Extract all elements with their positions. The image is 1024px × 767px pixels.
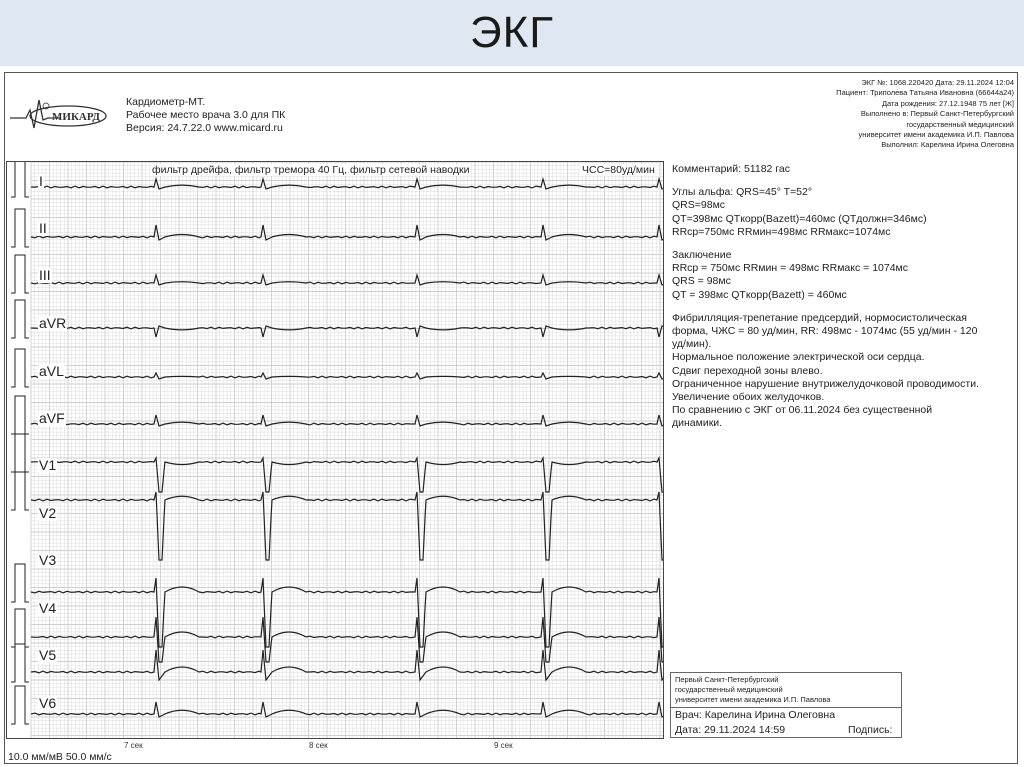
ecg-grid-and-traces	[7, 162, 664, 739]
app-workplace: Рабочее место врача 3.0 для ПК	[126, 109, 286, 121]
diagnosis-line: уд/мин).	[672, 338, 712, 351]
time-label-8s: 8 сек	[309, 741, 328, 750]
conclusion-qt: QT = 398мс QTкорр(Bazett) = 460мс	[672, 288, 847, 301]
rr-value: RRср=750мс RRмин=498мс RRмакс=1074мс	[672, 225, 891, 238]
calibration-pulse	[11, 609, 29, 647]
report-date: Дата: 29.11.2024 14:59	[675, 724, 786, 736]
diagnosis-line: динамики.	[672, 417, 723, 430]
scale-note: 10.0 мм/мВ 50.0 мм/с	[8, 751, 112, 763]
lead-label-aVF: aVF	[39, 410, 65, 426]
calibration-pulse	[11, 434, 29, 472]
calibration-pulse	[11, 686, 29, 724]
calibration-pulse	[11, 349, 29, 387]
lead-label-V6: V6	[39, 695, 57, 711]
calibration-pulse	[11, 300, 29, 338]
calibration-pulse	[11, 644, 29, 682]
heart-rate: ЧСС=80уд/мин	[582, 164, 655, 176]
lead-label-V1: V1	[39, 457, 57, 473]
diagnosis-line: Нормальное положение электрической оси сердца.	[672, 351, 925, 364]
time-label-7s: 7 сек	[124, 741, 143, 750]
patient-line: Выполнено в: Первый Санкт-Петербургский	[860, 109, 1014, 119]
ecg-trace-V5	[31, 647, 664, 680]
patient-line: ЭКГ №: 1068.220420 Дата: 29.11.2024 12:04	[861, 78, 1014, 87]
diagnosis-line: форма, ЧЖС = 80 уд/мин, RR: 498мс - 1074мс (55 уд/мин - 120	[672, 325, 978, 338]
footer-organization	[675, 675, 830, 705]
lead-label-I: I	[39, 173, 43, 189]
ecg-trace-V4	[31, 617, 664, 662]
ecg-trace-V2	[31, 492, 664, 560]
ecg-trace-III	[31, 275, 664, 285]
calibration-pulse	[11, 564, 29, 602]
footer-org-line: университет имени академика И.П. Павлова	[675, 695, 831, 704]
footer-org-line: Первый Санкт-Петербургский	[675, 675, 779, 684]
patient-line: Пациент: Триполева Татьяна Ивановна (66644а24)	[836, 88, 1014, 98]
ecg-trace-aVL	[31, 373, 664, 379]
app-info	[126, 96, 285, 135]
slide-title: ЭКГ	[469, 8, 555, 57]
ecg-trace-aVF	[31, 415, 664, 426]
ecg-trace-II	[31, 225, 664, 240]
lead-label-V2: V2	[39, 505, 57, 521]
micard-logo	[8, 96, 112, 134]
filter-settings: фильтр дрейфа, фильтр тремора 40 Гц, фильтр сетевой наводки	[152, 164, 470, 176]
logo-text: МИКАРД	[52, 111, 100, 123]
diagnosis-line: Увеличение обоих желудочков.	[672, 391, 825, 404]
ecg-trace-V1	[31, 458, 664, 492]
ecg-trace-aVR	[31, 326, 664, 337]
conclusion-qrs: QRS = 98мс	[672, 275, 731, 288]
qt-value: QT=398мс QTкорр(Bazett)=460мс (QTдолжн=346мс)	[672, 212, 927, 225]
diagnosis-line: Фибрилляция-трепетание предсердий, нормосистолическая	[672, 311, 967, 324]
signature-label: Подпись:	[848, 724, 893, 736]
ecg-strip	[6, 161, 664, 739]
diagnosis-line: Ограниченное нарушение внутрижелудочковой проводимости.	[672, 377, 979, 390]
calibration-pulse	[11, 255, 29, 293]
diagnosis-line: Сдвиг переходной зоны влево.	[672, 364, 823, 377]
lead-label-V5: V5	[39, 647, 57, 663]
calibration-pulse	[11, 209, 29, 247]
doctor-name: Врач: Карелина Ирина Олеговна	[675, 709, 836, 721]
calibration-pulse	[11, 162, 29, 197]
calibration-pulse	[11, 472, 29, 510]
app-name: Кардиометр-МТ.	[126, 96, 206, 108]
footer-org-line: государственный медицинский	[675, 685, 783, 694]
patient-line: университет имени академика И.П. Павлова	[858, 130, 1014, 140]
conclusion-title: Заключение	[672, 249, 732, 262]
lead-label-V3: V3	[39, 552, 57, 568]
qrs-value: QRS=98мс	[672, 199, 726, 212]
time-label-9s: 9 сек	[494, 741, 513, 750]
footer-divider	[671, 707, 901, 708]
lead-label-III: III	[39, 267, 51, 283]
patient-info	[836, 78, 1014, 151]
lead-label-aVR: aVR	[39, 315, 67, 331]
lead-label-V4: V4	[39, 600, 57, 616]
axis-angles: Углы альфа: QRS=45° T=52°	[672, 186, 813, 199]
slide-title-bar	[0, 0, 1024, 66]
interpretation-panel	[672, 163, 1014, 431]
patient-line: государственный медицинский	[906, 119, 1014, 129]
conclusion-rr: RRср = 750мс RRмин = 498мс RRмакс = 1074мс	[672, 262, 909, 275]
calibration-pulse	[11, 396, 29, 434]
lead-label-II: II	[39, 220, 47, 236]
comment-text: Комментарий: 51182 гас	[672, 163, 790, 175]
patient-line: Выполнил: Карелина Ирина Олеговна	[881, 140, 1014, 150]
lead-label-aVL: aVL	[39, 363, 64, 379]
patient-line: Дата рождения: 27.12.1948 75 лет [Ж]	[881, 98, 1014, 108]
app-version: Версия: 24.7.22.0 www.micard.ru	[126, 122, 283, 134]
diagnosis-line: По сравнению с ЭКГ от 06.11.2024 без существенной	[672, 404, 933, 417]
